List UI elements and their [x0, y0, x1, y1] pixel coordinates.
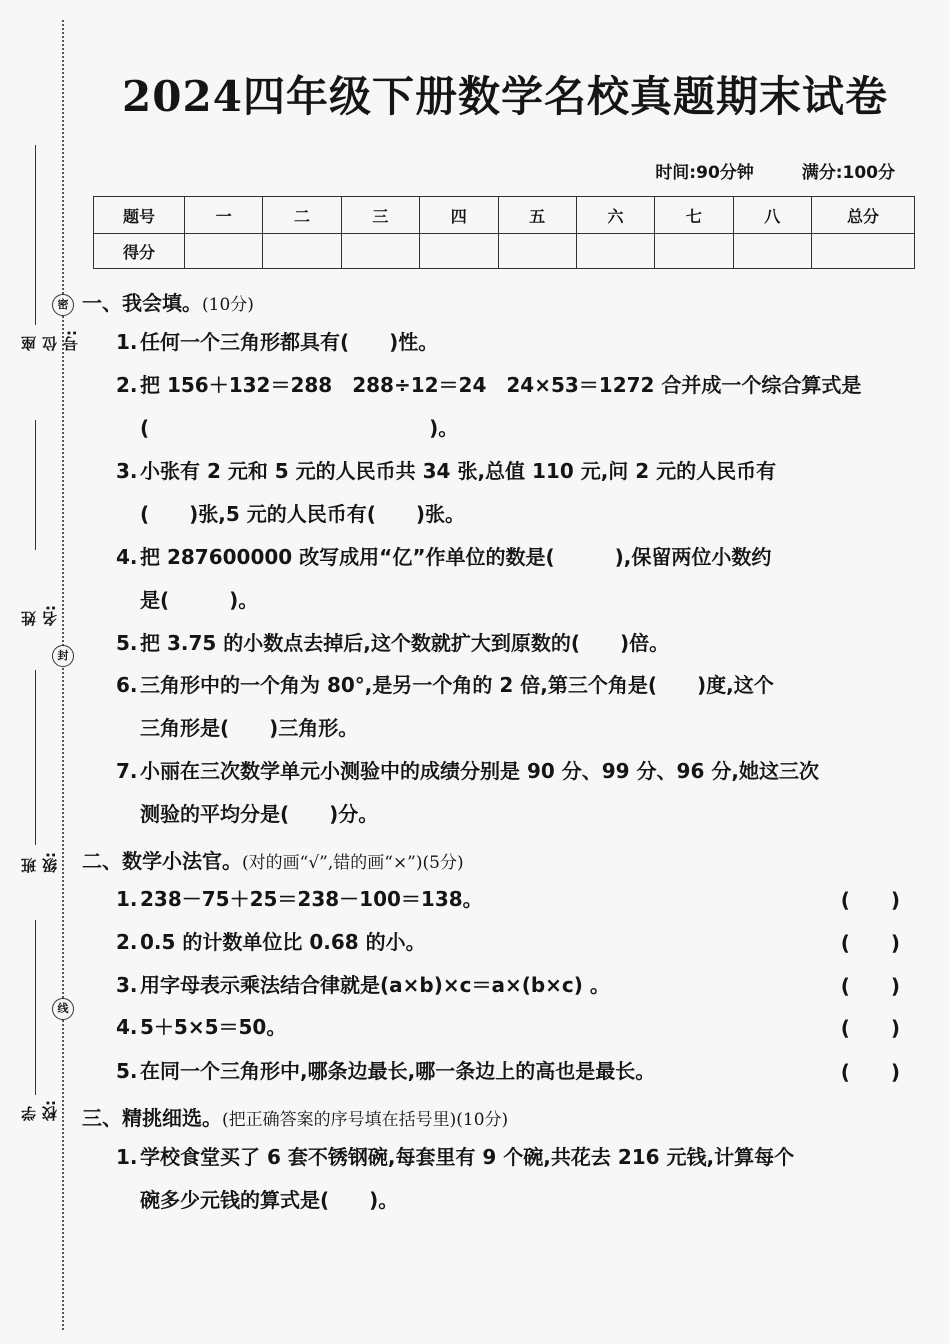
question-number: 4.	[116, 1015, 138, 1039]
question-text-cont: 是( )。	[140, 588, 259, 612]
score-table-header-cell: 三	[341, 197, 419, 234]
question-text: 在同一个三角形中,哪条边最长,哪一条边上的高也是最长。	[140, 1059, 656, 1083]
seat-number-label: 座位号:	[20, 330, 80, 351]
s2-answer-paren-5[interactable]: ( )	[840, 1060, 900, 1084]
score-table	[93, 196, 915, 269]
score-cell[interactable]	[341, 234, 419, 269]
question-text-cont: ( )张,5 元的人民币有( )张。	[140, 502, 466, 526]
question-text-cont: 测验的平均分是( )分。	[140, 802, 379, 826]
question-text: 用字母表示乘法结合律就是(a×b)×c＝a×(b×c) 。	[140, 973, 610, 997]
section-2-heading: 二、数学小法官。	[82, 849, 242, 873]
seal-mi: 密	[52, 294, 74, 316]
score-cell[interactable]	[812, 234, 915, 269]
s1-question-6	[116, 664, 906, 750]
score-table-header-cell: 总分	[812, 197, 915, 234]
s1-question-5	[116, 622, 906, 665]
s1-question-4	[116, 536, 906, 622]
score-cell[interactable]	[655, 234, 733, 269]
section-3-heading: 三、精挑细选。	[82, 1106, 222, 1130]
score-table-header-cell: 七	[655, 197, 733, 234]
score-table-header-cell: 一	[185, 197, 263, 234]
s2-answer-paren-2[interactable]: ( )	[840, 931, 900, 955]
section-2-title	[82, 845, 464, 874]
s2-question-4	[116, 1006, 906, 1049]
school-label: 学校:	[20, 1100, 59, 1121]
question-text: 把 287600000 改写成用“亿”作单位的数是( ),保留两位小数约	[140, 545, 772, 569]
section-1-note: (10分)	[202, 295, 254, 315]
section-1-title	[82, 287, 254, 316]
s3-question-1	[116, 1136, 906, 1222]
score-cell[interactable]	[263, 234, 341, 269]
section-2-note: (对的画“√”,错的画“×”)(5分)	[242, 853, 464, 873]
question-number: 2.	[116, 373, 138, 397]
score-table-header-cell: 题号	[94, 197, 185, 234]
binding-dotted-line	[62, 20, 64, 1330]
score-cell[interactable]	[733, 234, 811, 269]
question-text: 任何一个三角形都具有( )性。	[140, 330, 439, 354]
question-number: 1.	[116, 1145, 138, 1169]
exam-meta	[613, 158, 895, 183]
s1-question-7	[116, 750, 906, 836]
seal-feng: 封	[52, 645, 74, 667]
section-1-heading: 一、我会填。	[82, 291, 202, 315]
question-text: 0.5 的计数单位比 0.68 的小。	[140, 930, 426, 954]
name-label: 姓名:	[20, 605, 59, 626]
score-cell[interactable]	[420, 234, 498, 269]
score-table-header-cell: 二	[263, 197, 341, 234]
score-table-header-cell: 八	[733, 197, 811, 234]
score-cell[interactable]	[498, 234, 576, 269]
exam-full-score: 满分:100分	[801, 163, 895, 183]
score-table-header-row	[94, 197, 915, 234]
question-text: 小丽在三次数学单元小测验中的成绩分别是 90 分、99 分、96 分,她这三次	[140, 759, 819, 783]
question-number: 7.	[116, 759, 138, 783]
question-text: 小张有 2 元和 5 元的人民币共 34 张,总值 110 元,问 2 元的人民币有	[140, 459, 777, 483]
score-cell[interactable]	[576, 234, 654, 269]
question-number: 6.	[116, 673, 138, 697]
question-number: 1.	[116, 887, 138, 911]
question-text-cont: 三角形是( )三角形。	[140, 716, 359, 740]
s2-answer-paren-4[interactable]: ( )	[840, 1016, 900, 1040]
s2-question-3	[116, 964, 906, 1007]
s2-question-2	[116, 921, 906, 964]
seal-xian: 线	[52, 998, 74, 1020]
question-text-cont: 碗多少元钱的算式是( )。	[140, 1188, 399, 1212]
question-number: 5.	[116, 631, 138, 655]
s1-question-3	[116, 450, 906, 536]
score-row-label: 得分	[94, 234, 185, 269]
question-number: 1.	[116, 330, 138, 354]
question-number: 4.	[116, 545, 138, 569]
question-text: 238－75＋25＝238－100＝138。	[140, 887, 483, 911]
s2-answer-paren-3[interactable]: ( )	[840, 974, 900, 998]
seat-number-line[interactable]	[35, 145, 36, 325]
question-text: 5＋5×5＝50。	[140, 1015, 287, 1039]
class-line[interactable]	[35, 920, 36, 1095]
exam-time: 时间:90分钟	[655, 163, 754, 183]
score-table-header-cell: 六	[576, 197, 654, 234]
s2-question-1	[116, 878, 906, 921]
score-cell[interactable]	[185, 234, 263, 269]
question-number: 5.	[116, 1059, 138, 1083]
s1-question-2	[116, 364, 906, 450]
question-text: 把 156＋132＝288 288÷12＝24 24×53＝1272 合并成一个综合算式是	[140, 373, 862, 397]
class-label: 班级:	[20, 852, 59, 873]
exam-title: 2024四年级下册数学名校真题期末试卷	[122, 72, 888, 121]
name-line[interactable]	[35, 670, 36, 845]
score-table-header-cell: 四	[420, 197, 498, 234]
s2-answer-paren-1[interactable]: ( )	[840, 888, 900, 912]
section-3-note: (把正确答案的序号填在括号里)(10分)	[222, 1110, 509, 1130]
question-number: 2.	[116, 930, 138, 954]
question-number: 3.	[116, 973, 138, 997]
seat-number-line-2	[35, 420, 36, 550]
section-3-title	[82, 1102, 508, 1131]
question-number: 3.	[116, 459, 138, 483]
s2-question-5	[116, 1050, 906, 1093]
score-table-score-row	[94, 234, 915, 269]
score-table-header-cell: 五	[498, 197, 576, 234]
s1-question-1	[116, 321, 906, 364]
question-text: 三角形中的一个角为 80°,是另一个角的 2 倍,第三个角是( )度,这个	[140, 673, 774, 697]
question-text-cont: ( )。	[140, 416, 459, 440]
question-text: 把 3.75 的小数点去掉后,这个数就扩大到原数的( )倍。	[140, 631, 670, 655]
question-text: 学校食堂买了 6 套不锈钢碗,每套里有 9 个碗,共花去 216 元钱,计算每个	[140, 1145, 795, 1169]
